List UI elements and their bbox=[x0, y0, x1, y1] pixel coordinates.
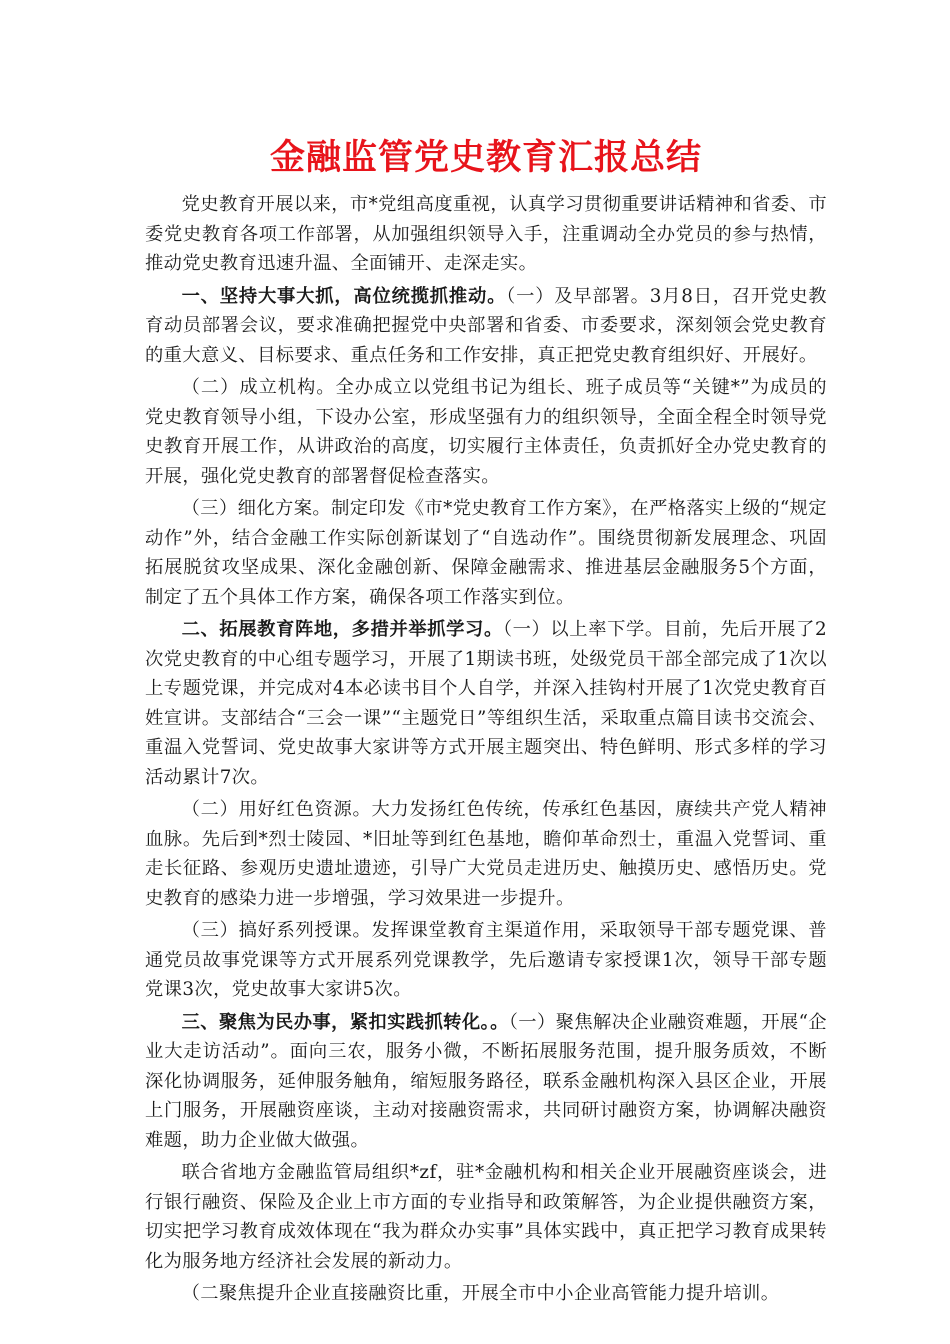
section-heading: 一、坚持大事大抓，高位统揽抓推动。 bbox=[181, 285, 507, 307]
paragraph-text: （一）聚焦解决企业融资难题，开展“企业大走访活动”。面向三农，服务小微，不断拓展服务范围，提升服务质效，不断深化协调服务，延伸服务触角，缩短服务路径，联系金融机构深入县区企业，开展上门服务，开展融资座谈，主动对接融资需求，共同研讨融资方案，协调解决融资难题，助力企业做大做强。 bbox=[145, 1011, 827, 1151]
paragraph-text: （二）用好红色资源。大力发扬红色传统，传承红色基因，赓续共产党人精神血脉。先后到*烈士陵园、*旧址等到红色基地，瞻仰革命烈士，重温入党誓词、重走长征路、参观历史遗址遗迹，引导广大党员走进历史、触摸历史、感悟历史。党史教育的感染力进一步增强，学习效果进一步提升。 bbox=[145, 799, 827, 909]
paragraph-1-2 bbox=[145, 373, 827, 491]
paragraph-3-1b bbox=[145, 1158, 827, 1276]
paragraph-section-2 bbox=[145, 615, 827, 792]
paragraph-text: （二）成立机构。全办成立以党组书记为组长、班子成员等“关键*”为成员的党史教育领导小组，下设办公室，形成坚强有力的组织领导，全面全程全时领导党史教育开展工作，从讲政治的高度，切实履行主体责任，负责抓好全办党史教育的开展，强化党史教育的部署督促检查落实。 bbox=[145, 377, 827, 487]
section-heading: 二、拓展教育阵地，多措并举抓学习。 bbox=[181, 619, 503, 640]
paragraph-text: 党史教育开展以来，市*党组高度重视，认真学习贯彻重要讲话精神和省委、市委党史教育各项工作部署，从加强组织领导入手，注重调动全办党员的参与热情，推动党史教育迅速升温、全面铺开、走深走实。 bbox=[145, 194, 827, 274]
paragraph-text: （一）及早部署。3月8日，召开党史教育动员部署会议，要求准确把握党中央部署和省委、市委要求，深刻领会党史教育的重大意义、目标要求、重点任务和工作安排，真正把党史教育组织好、开展好。 bbox=[145, 285, 827, 366]
document-page bbox=[145, 132, 827, 1312]
paragraph-text: （三）搞好系列授课。发挥课堂教育主渠道作用，采取领导干部专题党课、普通党员故事党课等方式开展系列党课教学，先后邀请专家授课1次，领导干部专题党课3次，党史故事大家讲5次。 bbox=[145, 920, 827, 1000]
paragraph-1-3 bbox=[145, 494, 827, 612]
document-title: 金融监管党史教育汇报总结 bbox=[269, 137, 702, 178]
section-heading: 三、聚焦为民办事，紧扣实践抓转化。。 bbox=[181, 1011, 509, 1033]
paragraph-3-2 bbox=[145, 1279, 827, 1309]
paragraph-text: （二聚焦提升企业直接融资比重，开展全市中小企业高管能力提升培训。 bbox=[181, 1283, 780, 1304]
paragraph-intro bbox=[145, 190, 827, 279]
paragraph-section-3 bbox=[145, 1008, 827, 1156]
paragraph-2-2 bbox=[145, 795, 827, 913]
paragraph-text: （一）以上率下学。目前，先后开展了2次党史教育的中心组专题学习，开展了1期读书班，处级党员干部全部完成了1次以上专题党课，并完成对4本必读书目个人自学，并深入挂钩村开展了1次党史教育百姓宣讲。支部结合“三会一课”“主题党日”等组织生活，采取重点篇目读书交流会、重温入党誓词、党史故事大家讲等方式开展主题突出、特色鲜明、形式多样的学习活动累计7次。 bbox=[145, 619, 827, 788]
paragraph-2-3 bbox=[145, 916, 827, 1005]
paragraph-text: 联合省地方金融监管局组织*zf，驻*金融机构和相关企业开展融资座谈会，进行银行融资、保险及企业上市方面的专业指导和政策解答，为企业提供融资方案，切实把学习教育成效体现在“我为群众办实事”具体实践中，真正把学习教育成果转化为服务地方经济社会发展的新动力。 bbox=[145, 1162, 827, 1272]
paragraph-section-1 bbox=[145, 282, 827, 371]
paragraph-text: （三）细化方案。制定印发《市*党史教育工作方案》，在严格落实上级的“规定动作”外，结合金融工作实际创新谋划了“自选动作”。围绕贯彻新发展理念、巩固拓展脱贫攻坚成果、深化金融创新、保障金融需求、推进基层金融服务5个方面，制定了五个具体工作方案，确保各项工作落实到位。 bbox=[145, 498, 827, 608]
